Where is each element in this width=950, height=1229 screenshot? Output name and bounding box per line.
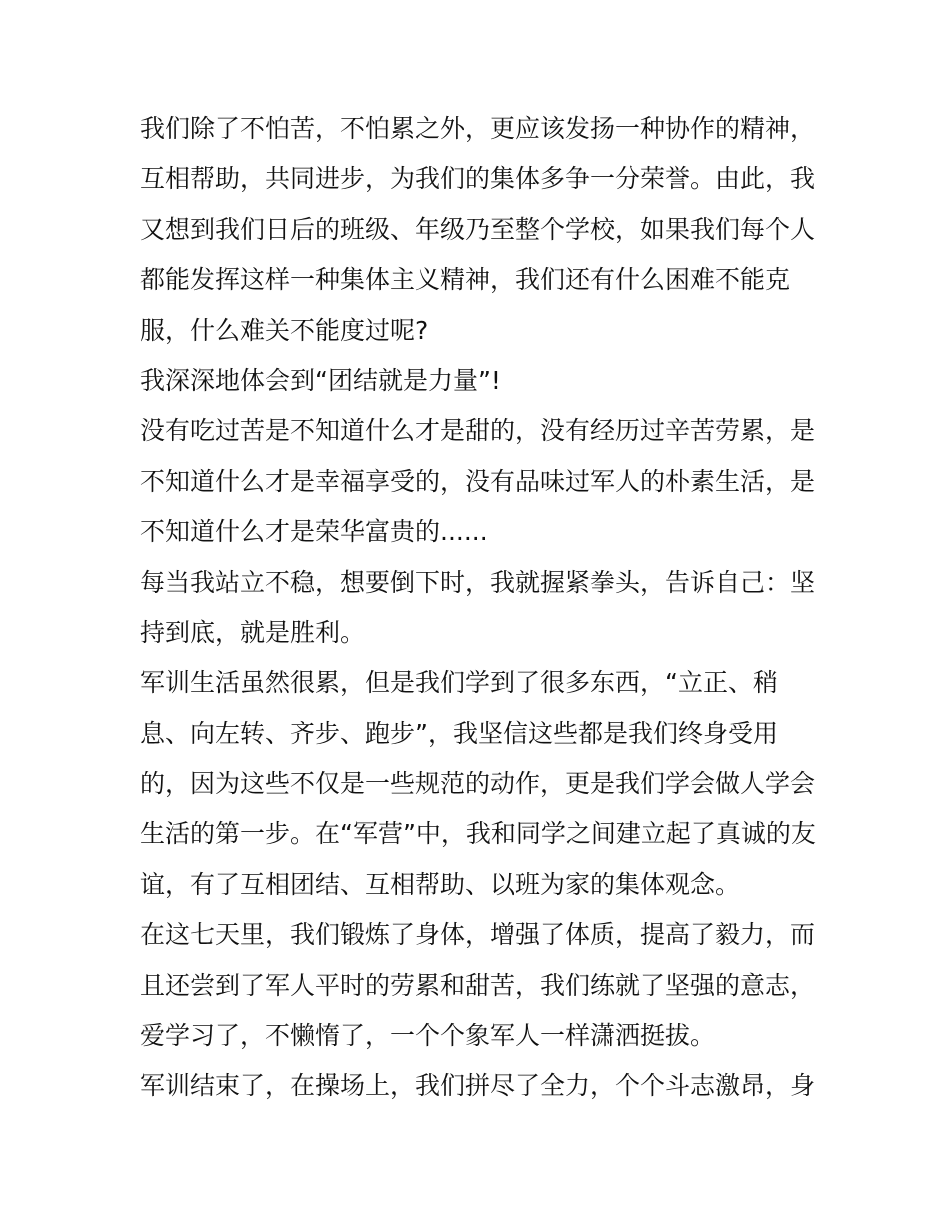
text-line: 谊，有了互相团结、互相帮助、以班为家的集体观念。 xyxy=(140,869,741,899)
text-line: 服，什么难关不能度过呢? xyxy=(140,315,429,345)
text-line: 又想到我们日后的班级、年级乃至整个学校，如果我们每个人 xyxy=(140,214,816,244)
text-line: 我们除了不怕苦，不怕累之外，更应该发扬一种协作的精神， xyxy=(140,114,816,143)
document-body xyxy=(140,104,820,1112)
text-line: 军训生活虽然很累，但是我们学到了很多东西，“立正、稍 xyxy=(140,668,778,698)
text-line: 在这七天里，我们锻炼了身体，增强了体质，提高了毅力，而 xyxy=(140,920,816,950)
text-line: 军训结束了，在操场上，我们拼尽了全力，个个斗志激昂，身 xyxy=(140,1071,816,1101)
text-line: 不知道什么才是荣华富贵的...... xyxy=(140,517,488,547)
text-line: 的，因为这些不仅是一些规范的动作，更是我们学会做人学会 xyxy=(140,769,816,799)
text-line: 生活的第一步。在“军营”中，我和同学之间建立起了真诚的友 xyxy=(140,819,816,849)
text-line: 都能发挥这样一种集体主义精神，我们还有什么困难不能克 xyxy=(140,265,791,295)
text-line: 持到底，就是胜利。 xyxy=(140,617,366,647)
text-line: 息、向左转、齐步、跑步”，我坚信这些都是我们终身受用 xyxy=(140,718,778,748)
text-line: 没有吃过苦是不知道什么才是甜的，没有经历过辛苦劳累，是 xyxy=(140,416,816,446)
text-line: 我深深地体会到“团结就是力量”! xyxy=(140,365,501,395)
text-line: 爱学习了，不懒惰了，一个个象军人一样潇洒挺拔。 xyxy=(140,1021,716,1051)
text-line: 不知道什么才是幸福享受的，没有品味过军人的朴素生活，是 xyxy=(140,466,816,496)
text-line: 且还尝到了军人平时的劳累和甜苦，我们练就了坚强的意志， xyxy=(140,970,816,1000)
text-line: 互相帮助，共同进步，为我们的集体多争一分荣誉。由此，我 xyxy=(140,164,816,194)
text-line: 每当我站立不稳，想要倒下时，我就握紧拳头，告诉自己：坚 xyxy=(140,567,816,597)
